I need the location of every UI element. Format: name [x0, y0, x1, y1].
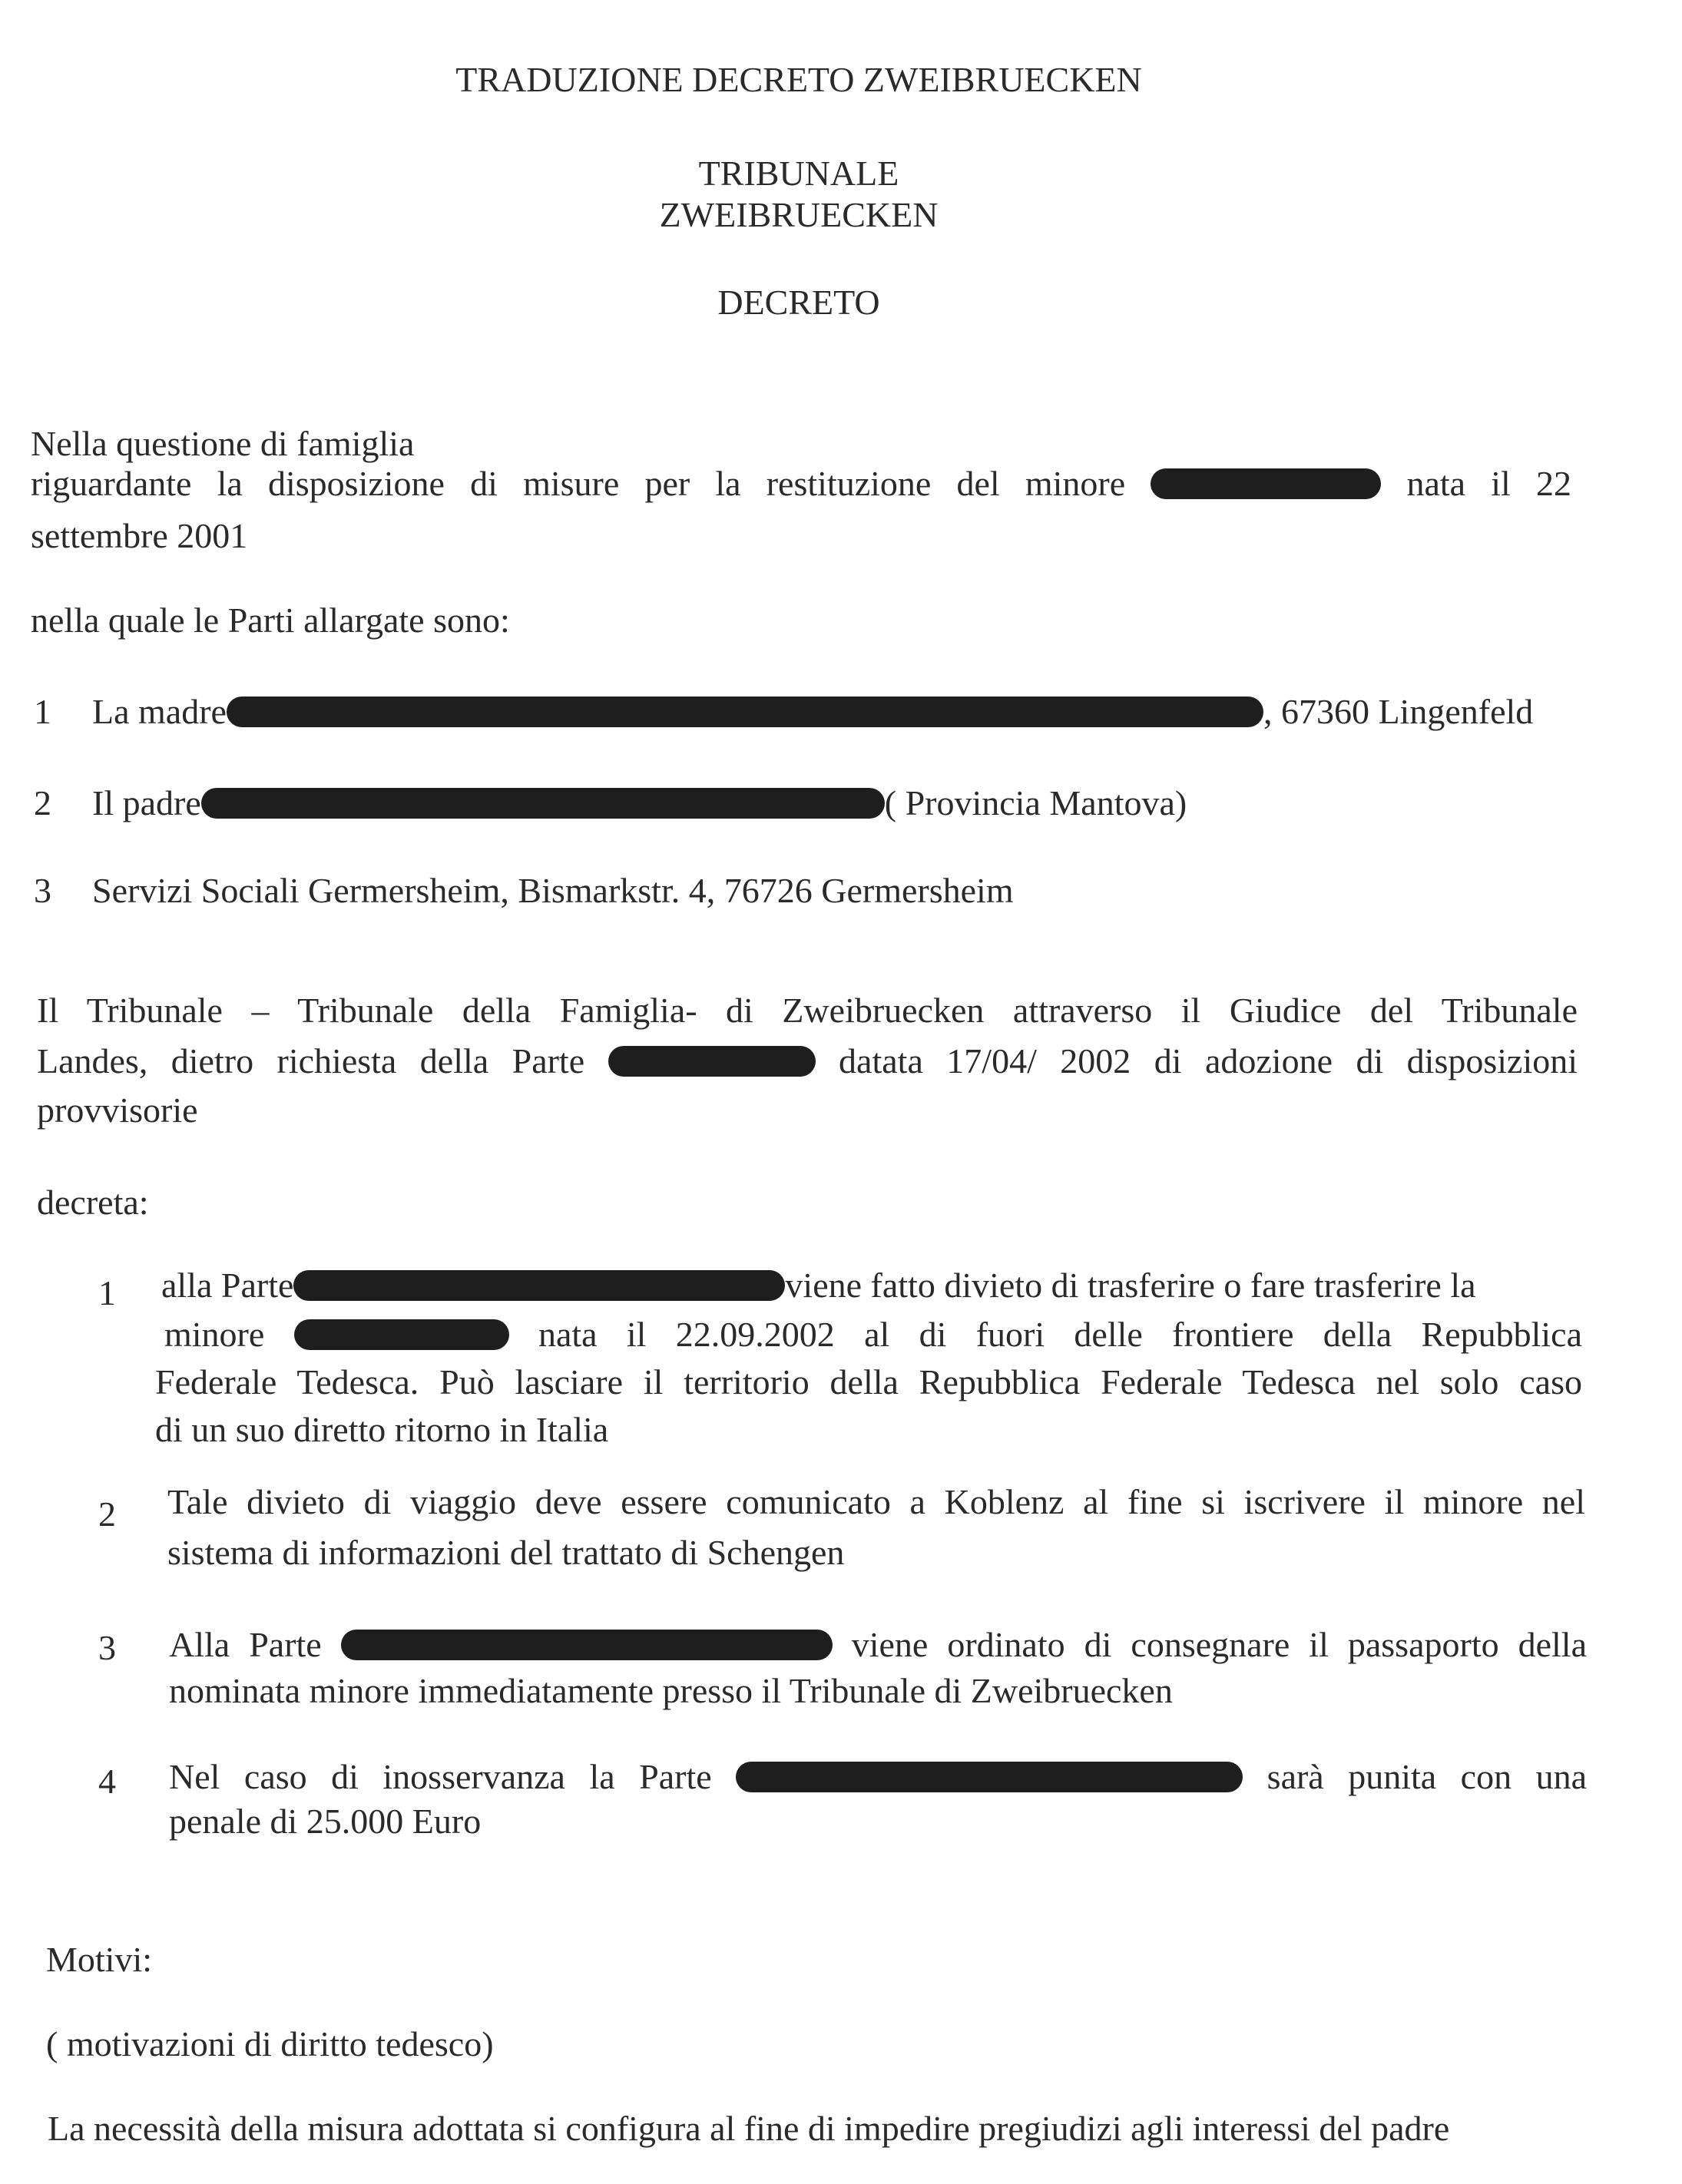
decree-item-text: alla Parte [161, 1266, 294, 1305]
document-title: TRADUZIONE DECRETO ZWEIBRUECKEN [455, 60, 1142, 99]
decree-item-1-line1 [161, 1261, 1476, 1310]
party-number: 2 [34, 783, 51, 822]
tribunal-line2-text-b: datata 17/04/ 2002 di adozione di disposizioni [839, 1041, 1578, 1080]
decree-item-number: 3 [98, 1628, 116, 1667]
motivi-label: Motivi: [46, 1940, 153, 1979]
document-type-heading: DECRETO [717, 283, 880, 322]
court-name-line2: ZWEIBRUECKEN [659, 195, 939, 234]
decreta-label: decreta: [37, 1183, 149, 1222]
decree-item-text: sarà punita con una [1266, 1757, 1588, 1796]
motivi-note: ( motivazioni di diritto tedesco) [46, 2024, 494, 2063]
decree-item-number: 1 [98, 1273, 116, 1312]
decree-item-text: viene ordinato di consegnare il passaporto della [851, 1625, 1587, 1664]
redaction-bar [736, 1762, 1243, 1792]
redaction-bar [608, 1046, 816, 1077]
decree-item-1-line2 [164, 1310, 1582, 1359]
party-label: La madre [92, 692, 227, 731]
party-label: Il padre [92, 783, 201, 822]
decree-item-text: viene fatto divieto di trasferire o fare trasferire la [785, 1266, 1476, 1305]
redaction-bar [227, 697, 1263, 727]
decree-item-1-line3: Federale Tedesca. Può lasciare il territorio della Repubblica Federale Tedesca nel solo caso [155, 1362, 1582, 1401]
parties-intro: nella quale le Parti allargate sono: [31, 601, 510, 640]
party-suffix: ( Provincia Mantova) [884, 783, 1187, 822]
party-number: 3 [34, 871, 51, 910]
tribunal-line3: provvisorie [37, 1090, 198, 1130]
redaction-bar [341, 1630, 833, 1660]
decree-item-4-line2: penale di 25.000 Euro [169, 1802, 482, 1841]
intro-line2-text-a: riguardante la disposizione di misure per la restituzione del minore [31, 464, 1126, 503]
decree-item-2-line2: sistema di informazioni del trattato di Schengen [167, 1533, 845, 1572]
court-name-line1: TRIBUNALE [698, 154, 899, 193]
decree-item-number: 4 [98, 1762, 116, 1801]
decree-item-text: Nel caso di inosservanza la Parte [169, 1757, 712, 1796]
intro-line2-text-b: nata il 22 [1406, 464, 1571, 503]
decree-item-text: Alla Parte [169, 1625, 322, 1664]
redaction-bar [201, 788, 885, 819]
tribunal-line2-text-a: Landes, dietro richiesta della Parte [37, 1041, 585, 1080]
decree-item-4-line1 [169, 1752, 1587, 1802]
decree-item-3-line1 [169, 1620, 1587, 1669]
tribunal-line1: Il Tribunale – Tribunale della Famiglia- di Zweibruecken attraverso il Giudice del Tribunale [37, 991, 1578, 1030]
redaction-bar [293, 1270, 785, 1301]
party-suffix: , 67360 Lingenfeld [1263, 692, 1534, 731]
tribunal-line2 [37, 1037, 1578, 1086]
decree-item-3-line2: nominata minore immediatamente presso il Tribunale di Zweibruecken [169, 1671, 1173, 1710]
intro-line2 [31, 459, 1571, 508]
party-mother [92, 687, 1533, 736]
decree-item-text: minore [164, 1315, 265, 1354]
decree-item-text: nata il 22.09.2002 al di fuori delle frontiere della Repubblica [538, 1315, 1583, 1354]
motivi-closing: La necessità della misura adottata si configura al fine di impedire pregiudizi agli interessi del padre [48, 2109, 1450, 2148]
party-father [92, 779, 1187, 828]
decree-item-1-line4: di un suo diretto ritorno in Italia [155, 1410, 609, 1449]
decree-item-number: 2 [98, 1494, 116, 1534]
redaction-bar [294, 1319, 509, 1350]
intro-line1: Nella questione di famiglia [31, 424, 415, 463]
decree-item-2-line1: Tale divieto di viaggio deve essere comunicato a Koblenz al fine si iscrivere il minore nel [167, 1482, 1585, 1521]
intro-line3: settembre 2001 [31, 516, 248, 555]
party-number: 1 [34, 692, 51, 731]
party-social-services: Servizi Sociali Germersheim, Bismarkstr. 4, 76726 Germersheim [92, 871, 1014, 910]
redaction-bar [1151, 468, 1381, 499]
